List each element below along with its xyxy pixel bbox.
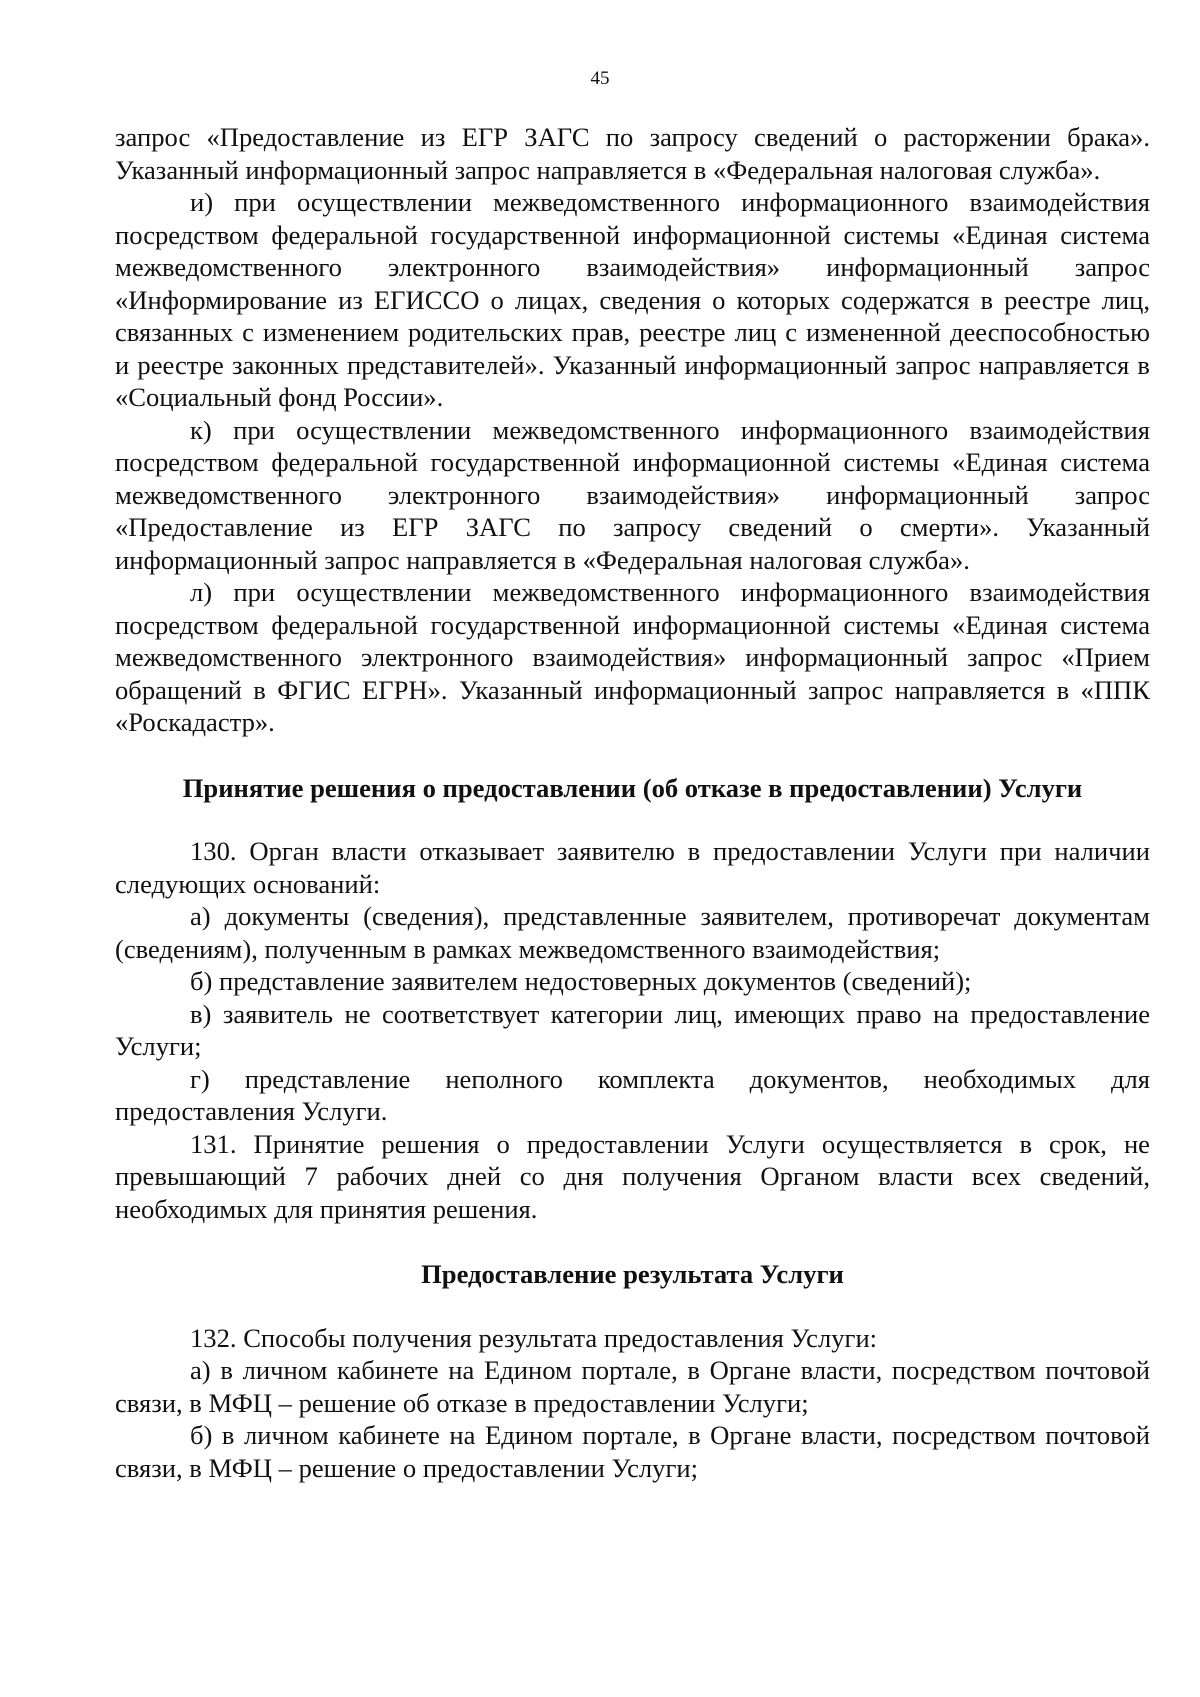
paragraph: запрос «Предоставление из ЕГР ЗАГС по запросу сведений о расторжении брака». Указанный информационный запрос направляется в «Федеральная налоговая служба». <box>115 122 1150 185</box>
paragraph: 130. Орган власти отказывает заявителю в предоставлении Услуги при наличии следующих оснований: <box>115 836 1150 899</box>
paragraph: л) при осуществлении межведомственного информационного взаимодействия посредством федеральной государственной информационной системы «Единая система межведомственного электронного взаимодействия» информационный запрос «Прием обращений в ФГИС ЕГРН». Указанный информационный запрос направляется в «ППК «Роскадастр». <box>115 577 1150 737</box>
section-result <box>115 1322 1150 1485</box>
paragraph: б) в личном кабинете на Едином портале, в Органе власти, посредством почтовой связи, в МФЦ – решение о предоставлении Услуги; <box>115 1420 1150 1483</box>
spacer <box>115 739 1150 772</box>
paragraph: а) в личном кабинете на Едином портале, в Органе власти, посредством почтовой связи, в МФЦ – решение об отказе в предоставлении Услуги; <box>115 1355 1150 1418</box>
paragraph: к) при осуществлении межведомственного информационного взаимодействия посредством федеральной государственной информационной системы «Единая система межведомственного электронного взаимодействия» информационный запрос «Предоставление из ЕГР ЗАГС по запросу сведений о смерти». Указанный информационный запрос направляется в «Федеральная налоговая служба». <box>115 414 1150 575</box>
paragraph: в) заявитель не соответствует категории лиц, имеющих право на предоставление Услуги; <box>115 998 1150 1061</box>
paragraph: 132. Способы получения результата предоставления Услуги: <box>190 1322 878 1353</box>
paragraph: б) представление заявителем недостоверных документов (сведений); <box>190 966 972 996</box>
section-interagency-requests <box>115 121 1150 739</box>
document-body <box>115 121 1150 1484</box>
paragraph: г) представление неполного комплекта документов, необходимых для предоставления Услуги. <box>115 1063 1150 1126</box>
section-heading-decision: Принятие решения о предоставлении (об отказе в предоставлении) Услуги <box>182 772 1083 803</box>
paragraph: а) документы (сведения), представленные заявителем, противоречат документам (сведениям), полученным в рамках межведомственного взаимодействия; <box>115 901 1150 964</box>
section-decision <box>115 835 1150 1225</box>
spacer <box>115 1225 1150 1258</box>
paragraph: и) при осуществлении межведомственного информационного взаимодействия посредством федеральной государственной информационной системы «Единая система межведомственного электронного взаимодействия» информационный запрос «Информирование из ЕГИССО о лицах, сведения о которых содержатся в реестре лиц, связанных с изменением родительских прав, реестре лиц с измененной дееспособностью и реестре законных представителей». Указанный информационный запрос направляется в «Социальный фонд России». <box>115 187 1150 412</box>
spacer <box>115 1291 1150 1322</box>
section-heading-result: Предоставление результата Услуги <box>421 1259 844 1289</box>
spacer <box>115 804 1150 835</box>
paragraph: 131. Принятие решения о предоставлении Услуги осуществляется в срок, не превышающий 7 рабочих дней со дня получения Органом власти всех сведений, необходимых для принятия решения. <box>115 1128 1150 1224</box>
page-number: 45 <box>590 68 610 89</box>
